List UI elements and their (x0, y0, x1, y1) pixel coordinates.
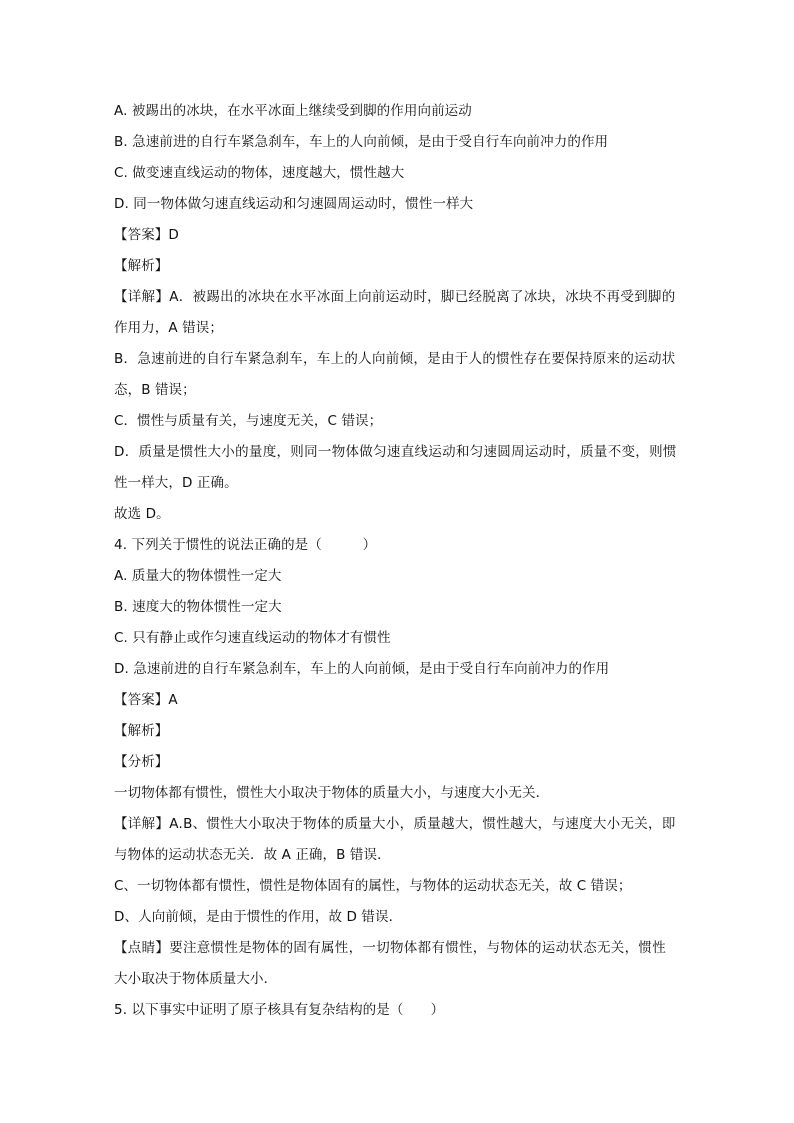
breakdown-line: 一切物体都有惯性，惯性大小取决于物体的质量大小，与速度大小无关． (114, 785, 550, 801)
option-b-q4: B. 速度大的物体惯性一定大 (114, 599, 282, 615)
breakdown-label-q4: 【分析】 (114, 754, 169, 770)
detail-line: 态，B 错误； (114, 382, 196, 398)
detail-line: D．质量是惯性大小的量度，则同一物体做匀速直线运动和匀速圆周运动时，质量不变，则惯 (114, 444, 677, 460)
answer-label-q4: 【答案】A (114, 692, 178, 708)
option-c-q4: C. 只有静止或作匀速直线运动的物体才有惯性 (114, 630, 391, 646)
tip-line: 大小取决于物体质量大小． (114, 971, 278, 987)
analysis-label-q4: 【解析】 (114, 723, 169, 739)
option-b-q3: B. 急速前进的自行车紧急刹车，车上的人向前倾，是由于受自行车向前冲力的作用 (114, 134, 609, 150)
option-a-q4: A. 质量大的物体惯性一定大 (114, 568, 282, 584)
detail-line: 与物体的运动状态无关．故 A 正确，B 错误． (114, 847, 391, 863)
analysis-label-q3: 【解析】 (114, 258, 169, 274)
option-c-q3: C. 做变速直线运动的物体，速度越大，惯性越大 (114, 165, 405, 181)
detail-line: C．惯性与质量有关，与速度无关，C 错误； (114, 413, 383, 429)
detail-line: 性一样大，D 正确。 (114, 475, 238, 491)
detail-line: C、一切物体都有惯性，惯性是物体固有的属性，与物体的运动状态无关，故 C 错误； (114, 878, 632, 894)
detail-line: D、人向前倾，是由于惯性的作用，故 D 错误． (114, 909, 403, 925)
option-d-q4: D. 急速前进的自行车紧急刹车，车上的人向前倾，是由于受自行车向前冲力的作用 (114, 661, 610, 677)
detail-line: 作用力，A 错误； (114, 320, 223, 336)
answer-label-q3: 【答案】D (114, 227, 179, 243)
option-d-q3: D. 同一物体做匀速直线运动和匀速圆周运动时，惯性一样大 (114, 196, 474, 212)
option-a-q3: A. 被踢出的冰块，在水平冰面上继续受到脚的作用向前运动 (114, 103, 472, 119)
tip-line: 【点睛】要注意惯性是物体的固有属性，一切物体都有惯性，与物体的运动状态无关，惯性 (114, 940, 666, 956)
detail-line: 【详解】A．被踢出的冰块在水平冰面上向前运动时，脚已经脱离了冰块，冰块不再受到脚的 (114, 289, 676, 305)
detail-line: 【详解】A.B、惯性大小取决于物体的质量大小，质量越大，惯性越大，与速度大小无关，即 (114, 816, 676, 832)
conclusion-line: 故选 D。 (114, 506, 170, 522)
question-4-stem: 4. 下列关于惯性的说法正确的是（ ） (114, 537, 377, 553)
question-5-stem: 5. 以下事实中证明了原子核具有复杂结构的是（ ） (114, 1002, 445, 1018)
detail-line: B．急速前进的自行车紧急刹车，车上的人向前倾，是由于人的惯性存在要保持原来的运动状 (114, 351, 676, 367)
